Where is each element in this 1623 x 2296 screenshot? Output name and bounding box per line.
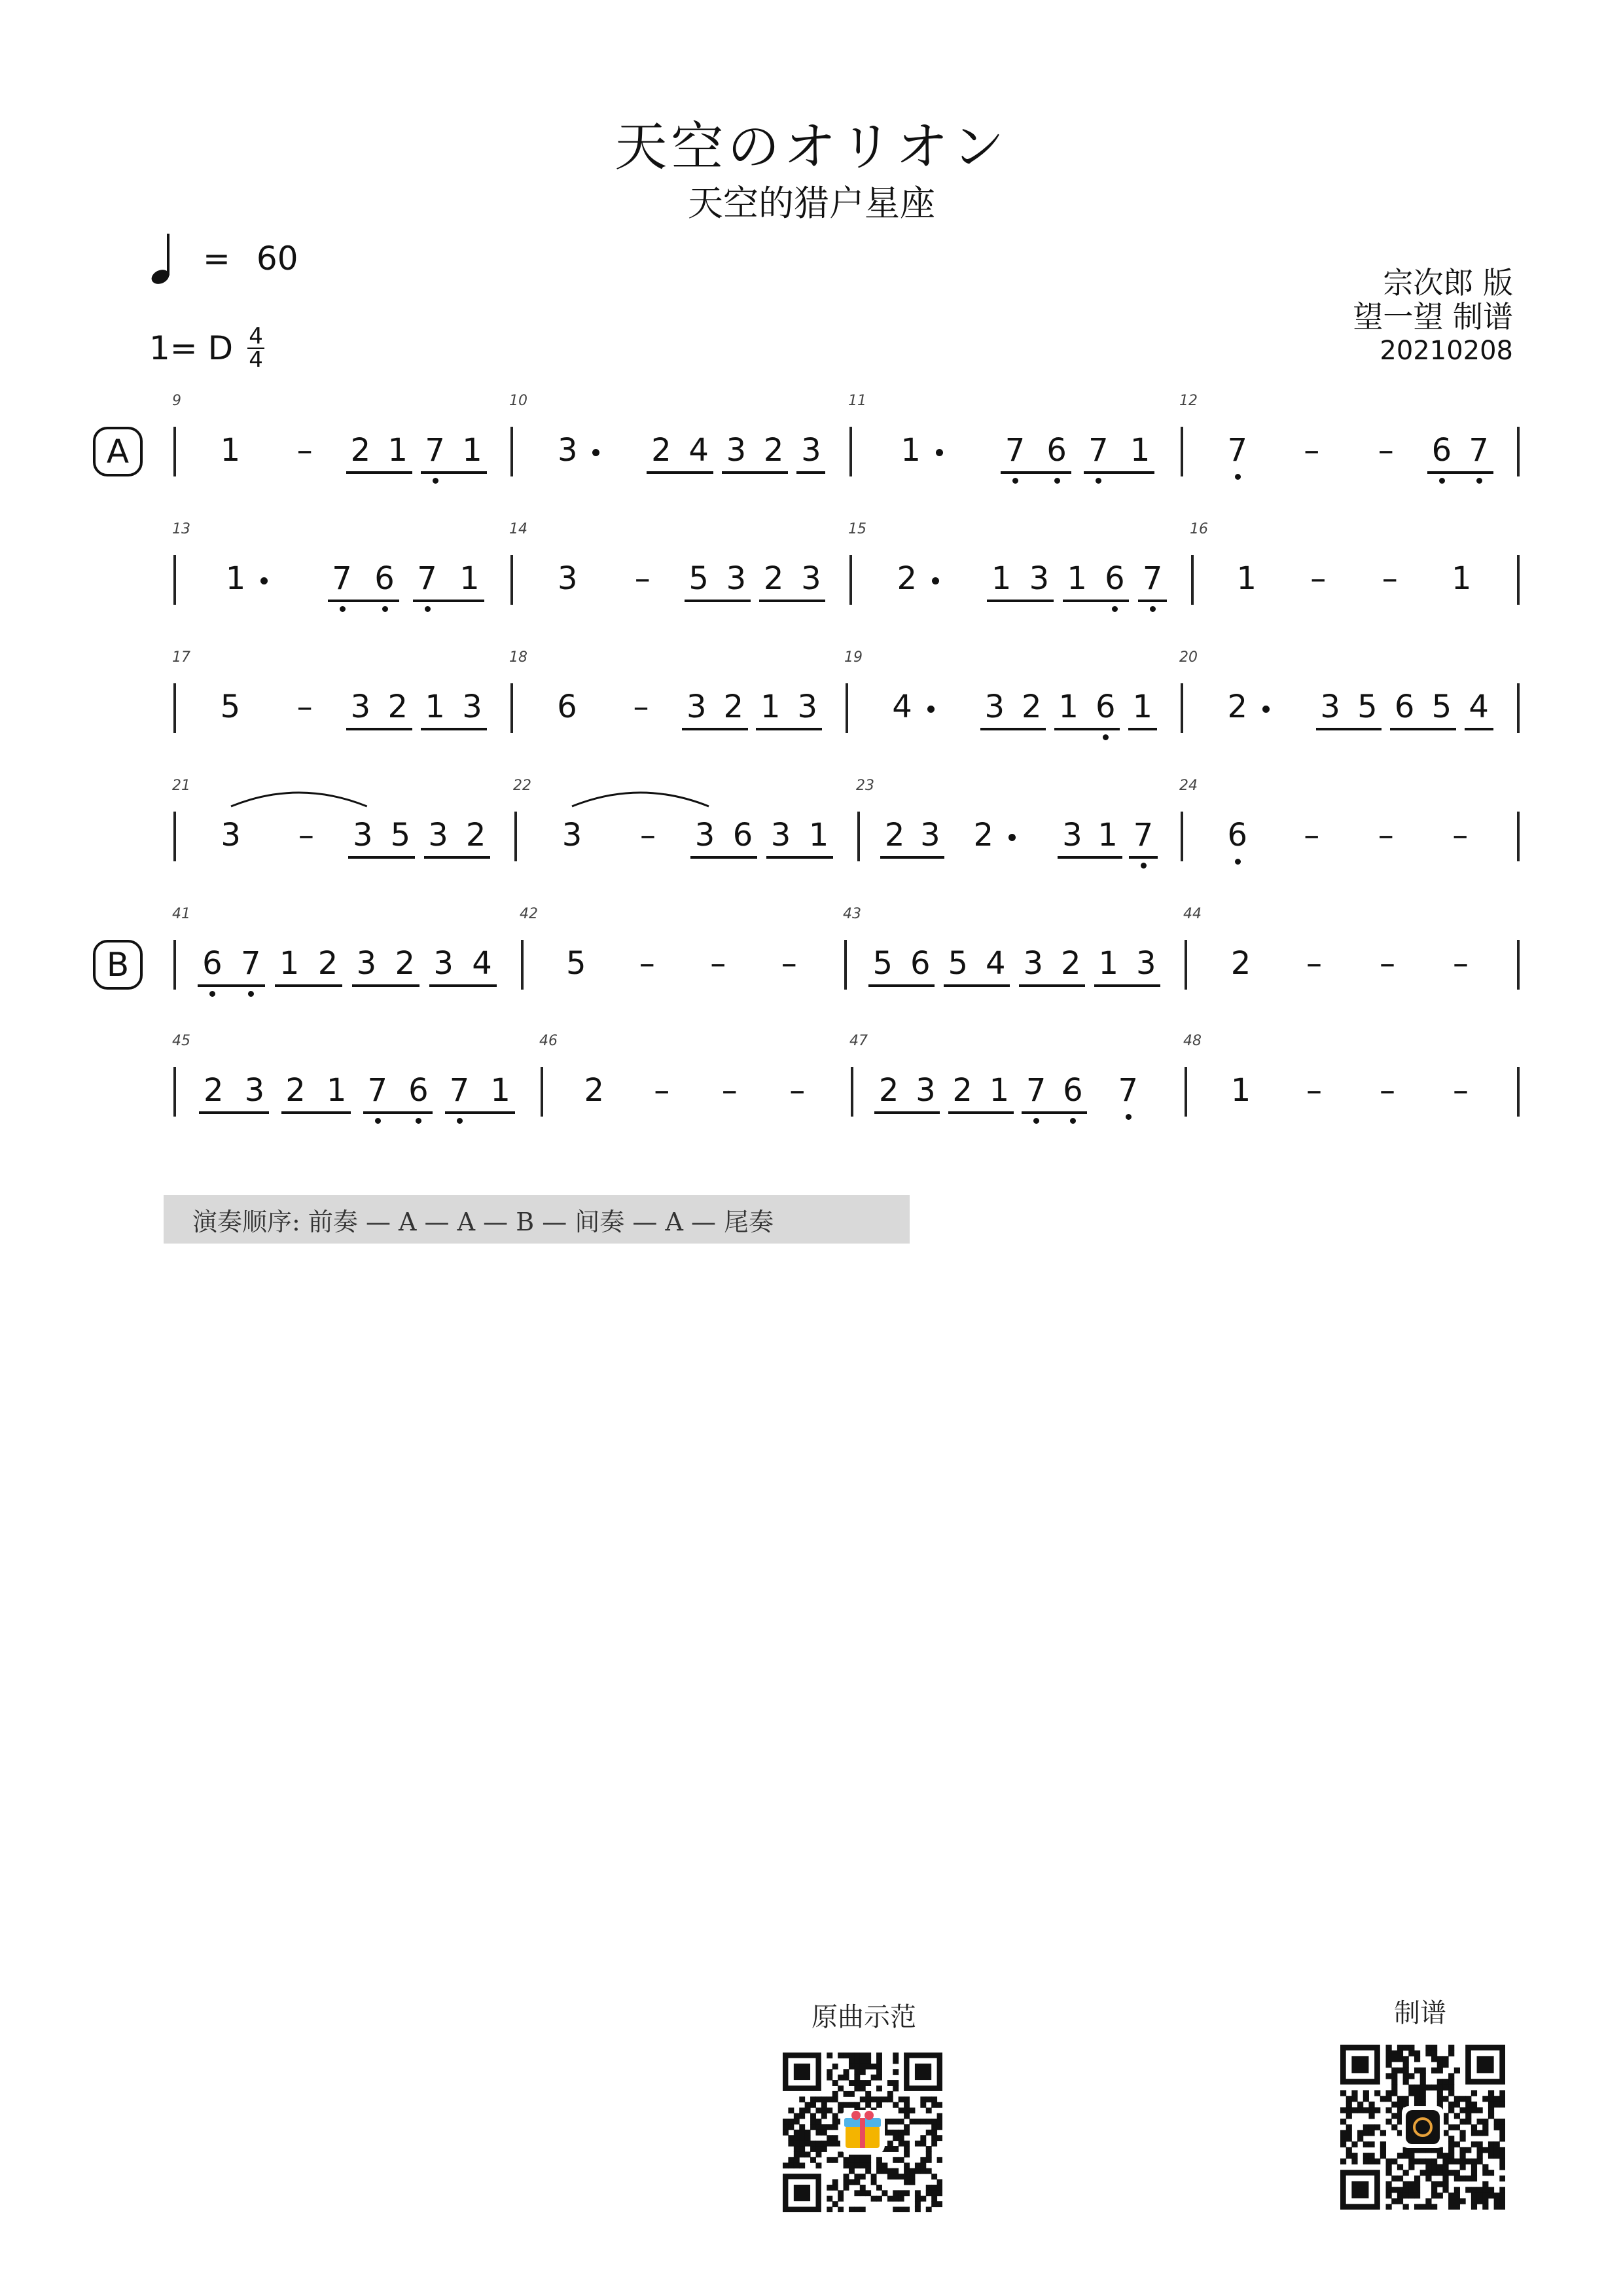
measure-number: 44: [1183, 906, 1202, 922]
octave-dot-below: [1103, 734, 1109, 740]
eighth-underline: [352, 984, 419, 987]
octave-dot-below: [209, 991, 215, 997]
octave-dot-below: [340, 606, 346, 612]
note-dash: –: [1453, 1072, 1469, 1109]
eighth-underline: [421, 471, 487, 474]
augmentation-dot: [927, 706, 935, 713]
measure-number: 20: [1179, 649, 1198, 666]
qr-code-demo[interactable]: [783, 2053, 942, 2212]
time-signature: [247, 325, 264, 371]
eighth-underline: [346, 728, 412, 730]
note-digit: 4: [1469, 689, 1489, 725]
performance-order: 演奏顺序: 前奏 — A — A — B — 间奏 — A — 尾奏: [164, 1195, 910, 1244]
note-digit: 4: [472, 945, 492, 982]
note-dash: –: [789, 1072, 806, 1109]
eighth-underline: [1129, 856, 1158, 859]
note-digit: 2: [350, 432, 371, 469]
eighth-underline: [722, 471, 788, 474]
note-dash: –: [654, 1072, 670, 1109]
eighth-underline: [1084, 471, 1154, 474]
slur-arc: [224, 784, 374, 810]
measure-number: 42: [520, 906, 538, 922]
note-dash: –: [1382, 560, 1398, 597]
measure-number: 11: [848, 393, 866, 409]
note-digit: 3: [562, 817, 582, 853]
measure-number: 43: [843, 906, 861, 922]
octave-dot-below: [433, 478, 438, 484]
measure-number: 9: [172, 393, 181, 409]
note-dash: –: [296, 432, 313, 469]
key-signature: [149, 322, 264, 374]
note-digit: 2: [878, 1072, 899, 1109]
barline: [1181, 427, 1183, 476]
note-digit: 2: [395, 945, 416, 982]
note-digit: 3: [428, 817, 448, 853]
note-digit: 5: [872, 945, 893, 982]
note-digit: 2: [584, 1072, 605, 1109]
note-digit: 1: [387, 432, 408, 469]
eighth-underline: [690, 856, 757, 859]
note-digit: 1: [1130, 432, 1150, 469]
eighth-underline: [1316, 728, 1382, 730]
octave-dot-below: [1235, 859, 1241, 865]
note-dash: –: [1310, 560, 1327, 597]
note-digit: 3: [1320, 689, 1340, 725]
eighth-underline: [766, 856, 833, 859]
note-digit: 7: [1142, 560, 1163, 597]
note-dash: –: [721, 1072, 738, 1109]
measure-number: 48: [1183, 1033, 1202, 1049]
note-digit: 6: [1105, 560, 1125, 597]
note-digit: 7: [1227, 432, 1248, 469]
measure-number: 19: [844, 649, 863, 666]
note-digit: 6: [557, 689, 577, 725]
barline: [510, 427, 513, 476]
credit-version: 宗次郎 版: [1383, 265, 1513, 300]
eighth-underline: [1001, 471, 1071, 474]
note-digit: 2: [317, 945, 338, 982]
note-digit: 2: [1060, 945, 1081, 982]
barline: [1185, 940, 1187, 990]
note-digit: 7: [449, 1072, 470, 1109]
note-digit: 7: [1088, 432, 1109, 469]
note-digit: 3: [770, 817, 791, 853]
note-dash: –: [1306, 1072, 1322, 1109]
note-digit: 2: [763, 432, 784, 469]
note-digit: 2: [204, 1072, 224, 1109]
eighth-underline: [944, 984, 1010, 987]
note-digit: 3: [984, 689, 1005, 725]
eighth-underline: [421, 728, 487, 730]
measure-number: 13: [172, 521, 190, 537]
note-digit: 6: [374, 560, 395, 597]
note-digit: 4: [688, 432, 709, 469]
eighth-underline: [756, 728, 822, 730]
note-dash: –: [1452, 817, 1469, 853]
eighth-underline: [880, 856, 944, 859]
octave-dot-below: [1439, 478, 1445, 484]
barline: [1517, 555, 1520, 605]
note-digit: 3: [557, 560, 578, 597]
eighth-underline: [348, 856, 415, 859]
note-dash: –: [633, 689, 649, 725]
note-digit: 5: [1357, 689, 1378, 725]
quarter-note-icon: [151, 231, 177, 286]
eighth-underline: [682, 728, 748, 730]
tempo-value: 60: [256, 240, 298, 278]
eighth-underline: [363, 1111, 433, 1114]
barline: [173, 940, 176, 990]
eighth-underline: [796, 471, 825, 474]
note-digit: 3: [726, 560, 747, 597]
note-digit: 2: [897, 560, 918, 597]
note-digit: 1: [225, 560, 246, 597]
augmentation-dot: [1008, 834, 1016, 841]
note-digit: 3: [356, 945, 377, 982]
note-digit: 1: [279, 945, 300, 982]
note-digit: 1: [1058, 689, 1079, 725]
note-digit: 2: [285, 1072, 306, 1109]
note-dash: –: [634, 560, 651, 597]
note-digit: 2: [387, 689, 408, 725]
measure-number: 41: [172, 906, 190, 922]
note-digit: 6: [1063, 1072, 1083, 1109]
note-digit: 2: [763, 560, 784, 597]
credits: [1353, 266, 1513, 368]
eighth-underline: [281, 1111, 351, 1114]
measure-number: 15: [848, 521, 866, 537]
octave-dot-below: [425, 606, 431, 612]
measure-number: 17: [172, 649, 190, 666]
note-digit: 1: [1230, 1072, 1251, 1109]
time-denominator: 4: [249, 347, 263, 373]
note-digit: 3: [801, 432, 821, 469]
barline: [1517, 940, 1520, 990]
note-dash: –: [1304, 432, 1320, 469]
note-digit: 4: [985, 945, 1006, 982]
measure-number: 23: [856, 778, 874, 794]
barline: [1517, 1067, 1520, 1117]
note-digit: 6: [1095, 689, 1116, 725]
augmentation-dot: [260, 577, 268, 584]
barline: [510, 555, 513, 605]
note-digit: 1: [991, 560, 1012, 597]
octave-dot-below: [1126, 1114, 1132, 1120]
eighth-underline: [328, 600, 399, 602]
note-digit: 2: [1230, 945, 1251, 982]
eighth-underline: [1063, 600, 1130, 602]
note-digit: 2: [723, 689, 744, 725]
qr-label-transcriber: 制谱: [1394, 1998, 1446, 2028]
barline: [173, 555, 176, 605]
note-digit: 7: [1133, 817, 1154, 853]
barline: [514, 812, 517, 861]
barline: [849, 555, 852, 605]
barline: [510, 683, 513, 733]
note-dash: –: [1378, 432, 1394, 469]
key-label: 1= D: [149, 329, 234, 367]
eighth-underline: [1465, 728, 1493, 730]
note-digit: 5: [220, 689, 241, 725]
eighth-underline: [346, 471, 412, 474]
eighth-underline: [199, 1111, 269, 1114]
note-digit: 6: [1394, 689, 1415, 725]
note-dash: –: [1306, 945, 1322, 982]
octave-dot-below: [1054, 478, 1060, 484]
barline: [521, 940, 524, 990]
section-marker-a: A: [93, 427, 143, 476]
time-numerator: 4: [249, 323, 263, 350]
note-digit: 1: [1132, 689, 1153, 725]
note-digit: 2: [1227, 689, 1248, 725]
note-digit: 3: [801, 560, 821, 597]
note-digit: 3: [920, 817, 940, 853]
augmentation-dot: [1262, 706, 1270, 713]
barline: [1517, 683, 1520, 733]
measure-number: 18: [509, 649, 527, 666]
note-dash: –: [710, 945, 726, 982]
note-digit: 1: [220, 432, 241, 469]
eighth-underline: [275, 984, 342, 987]
barline: [173, 1067, 176, 1117]
measure-number: 24: [1179, 778, 1198, 794]
note-digit: 6: [1227, 817, 1248, 853]
note-digit: 6: [1431, 432, 1452, 469]
note-digit: 2: [884, 817, 905, 853]
note-digit: 1: [490, 1072, 510, 1109]
barline: [173, 427, 176, 476]
measure-number: 14: [509, 521, 527, 537]
note-dash: –: [1380, 945, 1395, 982]
barline: [1517, 812, 1520, 861]
eighth-underline: [429, 984, 497, 987]
note-digit: 3: [433, 945, 454, 982]
note-digit: 7: [1026, 1072, 1046, 1109]
barline: [1191, 555, 1194, 605]
note-digit: 1: [901, 432, 921, 469]
octave-dot-below: [457, 1118, 463, 1124]
augmentation-dot: [936, 449, 943, 456]
qr-code-transcriber[interactable]: [1340, 2045, 1505, 2210]
note-digit: 1: [1097, 817, 1118, 853]
measure-number: 16: [1190, 521, 1208, 537]
credit-arranger: 望一望 制谱: [1353, 299, 1513, 334]
score-title: 天空のオリオン: [615, 117, 1008, 177]
note-digit: 3: [1135, 945, 1156, 982]
eighth-underline: [868, 984, 935, 987]
octave-dot-below: [1150, 606, 1156, 612]
note-digit: 7: [367, 1072, 388, 1109]
eighth-underline: [1390, 728, 1456, 730]
note-digit: 4: [892, 689, 912, 725]
eighth-underline: [980, 728, 1046, 730]
score-subtitle: 天空的猎户星座: [688, 183, 935, 224]
measure-number: 10: [509, 393, 527, 409]
measure-number: 12: [1179, 393, 1198, 409]
note-digit: 3: [244, 1072, 265, 1109]
note-digit: 3: [726, 432, 747, 469]
note-digit: 3: [686, 689, 707, 725]
note-dash: –: [781, 945, 797, 982]
eighth-underline: [1138, 600, 1167, 602]
note-digit: 3: [350, 689, 371, 725]
barline: [849, 427, 852, 476]
note-digit: 3: [694, 817, 715, 853]
note-digit: 7: [241, 945, 261, 982]
tempo-marking: [151, 229, 298, 288]
note-digit: 5: [948, 945, 969, 982]
augmentation-dot: [592, 449, 599, 456]
note-digit: 1: [326, 1072, 347, 1109]
barline: [1185, 1067, 1187, 1117]
barline: [851, 1067, 853, 1117]
note-digit: 1: [1236, 560, 1257, 597]
eighth-underline: [1427, 471, 1493, 474]
note-digit: 3: [353, 817, 373, 853]
octave-dot-below: [1235, 474, 1241, 480]
octave-dot-below: [382, 606, 388, 612]
note-digit: 6: [910, 945, 931, 982]
note-digit: 2: [651, 432, 671, 469]
octave-dot-below: [248, 991, 254, 997]
note-digit: 1: [462, 432, 482, 469]
eighth-underline: [1019, 984, 1086, 987]
credit-date: 20210208: [1380, 336, 1513, 366]
note-digit: 3: [1023, 945, 1044, 982]
note-digit: 3: [557, 432, 578, 469]
note-digit: 2: [465, 817, 486, 853]
eighth-underline: [424, 856, 491, 859]
note-dash: –: [1453, 945, 1469, 982]
note-digit: 7: [417, 560, 437, 597]
octave-dot-below: [375, 1118, 381, 1124]
note-digit: 7: [1469, 432, 1489, 469]
note-digit: 1: [989, 1072, 1010, 1109]
octave-dot-below: [1112, 606, 1118, 612]
barline: [1181, 683, 1183, 733]
note-digit: 5: [390, 817, 411, 853]
octave-dot-below: [416, 1118, 421, 1124]
eighth-underline: [413, 600, 484, 602]
note-digit: 7: [425, 432, 445, 469]
note-digit: 1: [1098, 945, 1119, 982]
note-dash: –: [639, 945, 655, 982]
app-logo-icon: [1406, 2110, 1440, 2144]
note-digit: 7: [1005, 432, 1026, 469]
barline: [844, 940, 847, 990]
eighth-underline: [948, 1111, 1014, 1114]
note-digit: 3: [916, 1072, 936, 1109]
note-digit: 2: [952, 1072, 972, 1109]
note-dash: –: [1304, 817, 1320, 853]
note-digit: 7: [1118, 1072, 1139, 1109]
note-digit: 3: [221, 817, 241, 853]
barline: [173, 683, 176, 733]
note-digit: 6: [202, 945, 223, 982]
eighth-underline: [445, 1111, 515, 1114]
measure-number: 22: [513, 778, 531, 794]
section-marker-b: B: [93, 940, 143, 990]
note-digit: 5: [565, 945, 586, 982]
slur-arc: [565, 784, 715, 810]
eighth-underline: [1058, 856, 1122, 859]
qr-label-demo: 原曲示范: [812, 2002, 916, 2032]
note-dash: –: [298, 817, 314, 853]
eighth-underline: [647, 471, 713, 474]
measure-number: 45: [172, 1033, 190, 1049]
note-dash: –: [1378, 817, 1394, 853]
eighth-underline: [1128, 728, 1157, 730]
barline: [846, 683, 848, 733]
note-dash: –: [1380, 1072, 1395, 1109]
octave-dot-below: [1141, 863, 1147, 869]
note-digit: 3: [1062, 817, 1082, 853]
note-digit: 1: [459, 560, 480, 597]
note-digit: 1: [808, 817, 829, 853]
barline: [1517, 427, 1520, 476]
note-digit: 5: [688, 560, 709, 597]
note-digit: 1: [425, 689, 445, 725]
eighth-underline: [685, 600, 751, 602]
eighth-underline: [1094, 984, 1161, 987]
note-digit: 1: [760, 689, 781, 725]
note-digit: 5: [1431, 689, 1452, 725]
octave-dot-below: [1033, 1118, 1039, 1124]
note-digit: 6: [732, 817, 753, 853]
measure-number: 46: [539, 1033, 558, 1049]
barline: [1181, 812, 1183, 861]
eighth-underline: [874, 1111, 940, 1114]
octave-dot-below: [1096, 478, 1101, 484]
eighth-underline: [198, 984, 265, 987]
octave-dot-below: [1070, 1118, 1076, 1124]
note-digit: 6: [408, 1072, 429, 1109]
augmentation-dot: [932, 577, 939, 584]
note-digit: 1: [1451, 560, 1472, 597]
note-digit: 2: [973, 817, 994, 853]
barline: [541, 1067, 543, 1117]
octave-dot-below: [1012, 478, 1018, 484]
note-digit: 3: [1029, 560, 1050, 597]
note-digit: 1: [1067, 560, 1087, 597]
barline: [173, 812, 176, 861]
barline: [857, 812, 860, 861]
note-digit: 3: [462, 689, 482, 725]
note-digit: 3: [797, 689, 818, 725]
eighth-underline: [987, 600, 1054, 602]
eighth-underline: [1054, 728, 1120, 730]
note-digit: 2: [1021, 689, 1042, 725]
eighth-underline: [759, 600, 825, 602]
note-dash: –: [296, 689, 313, 725]
octave-dot-below: [1476, 478, 1482, 484]
note-digit: 7: [332, 560, 352, 597]
measure-number: 21: [172, 778, 190, 794]
eighth-underline: [1022, 1111, 1087, 1114]
note-digit: 6: [1046, 432, 1067, 469]
tempo-equals: =: [203, 240, 230, 278]
note-dash: –: [640, 817, 656, 853]
measure-number: 47: [849, 1033, 868, 1049]
